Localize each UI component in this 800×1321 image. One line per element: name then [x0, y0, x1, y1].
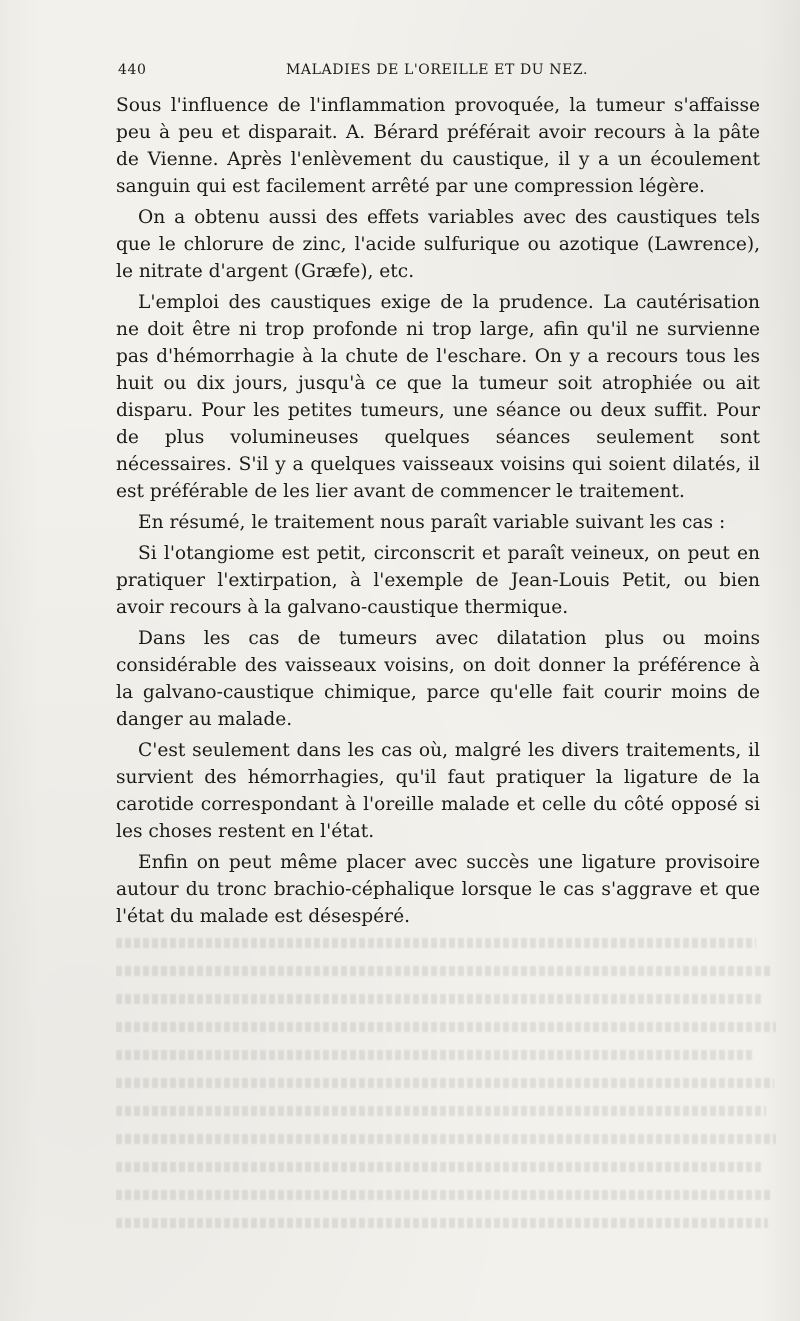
paragraph: Sous l'influence de l'inflammation provoquée, la tumeur s'affaisse peu à peu et disparait. A. Bérard préférait avoir recours à la pâte de Vienne. Après l'enlèvement du caustique, il y a un écoulement sanguin qui est facilement arrêté par une compression légère.: [116, 95, 760, 197]
paragraph: Dans les cas de tumeurs avec dilatation plus ou moins considérable des vaisseaux voisins, on doit donner la préférence à la galvano-caustique chimique, parce qu'elle fait courir moins de danger au malade.: [116, 628, 760, 730]
running-title: MALADIES DE L'OREILLE ET DU NEZ.: [286, 62, 589, 78]
paragraph: Si l'otangiome est petit, circonscrit et paraît veineux, on peut en pratiquer l'extirpation, à l'exemple de Jean-Louis Petit, ou bien avoir recours à la galvano-caustique thermique.: [116, 543, 760, 618]
page-number: 440: [118, 62, 147, 78]
paragraph: On a obtenu aussi des effets variables avec des caustiques tels que le chlorure de zinc, l'acide sulfurique ou azotique (Lawrence), le nitrate d'argent (Græfe), etc.: [116, 207, 760, 282]
paragraph: En résumé, le traitement nous paraît variable suivant les cas :: [138, 512, 726, 533]
page-header: [118, 62, 758, 86]
paragraph: Enfin on peut même placer avec succès une ligature provisoire autour du tronc brachio-céphalique lorsque le cas s'aggrave et que l'état du malade est désespéré.: [116, 852, 760, 927]
show-through-texture: [116, 930, 776, 1260]
body-text: [116, 92, 760, 934]
paragraph: C'est seulement dans les cas où, malgré les divers traitements, il survient des hémorrhagies, qu'il faut pratiquer la ligature de la carotide correspondant à l'oreille malade et celle du côté opposé si les choses restent en l'état.: [116, 740, 760, 842]
paragraph: L'emploi des caustiques exige de la prudence. La cautérisation ne doit être ni trop profonde ni trop large, afin qu'il ne survienne pas d'hémorrhagie à la chute de l'eschare. On y a recours tous les huit ou dix jours, jusqu'à ce que la tumeur soit atrophiée ou ait disparu. Pour les petites tumeurs, une séance ou deux suffit. Pour de plus volumineuses quelques séances seulement sont nécessaires. S'il y a quelques vaisseaux voisins qui soient dilatés, il est préférable de les lier avant de commencer le traitement.: [116, 292, 760, 502]
